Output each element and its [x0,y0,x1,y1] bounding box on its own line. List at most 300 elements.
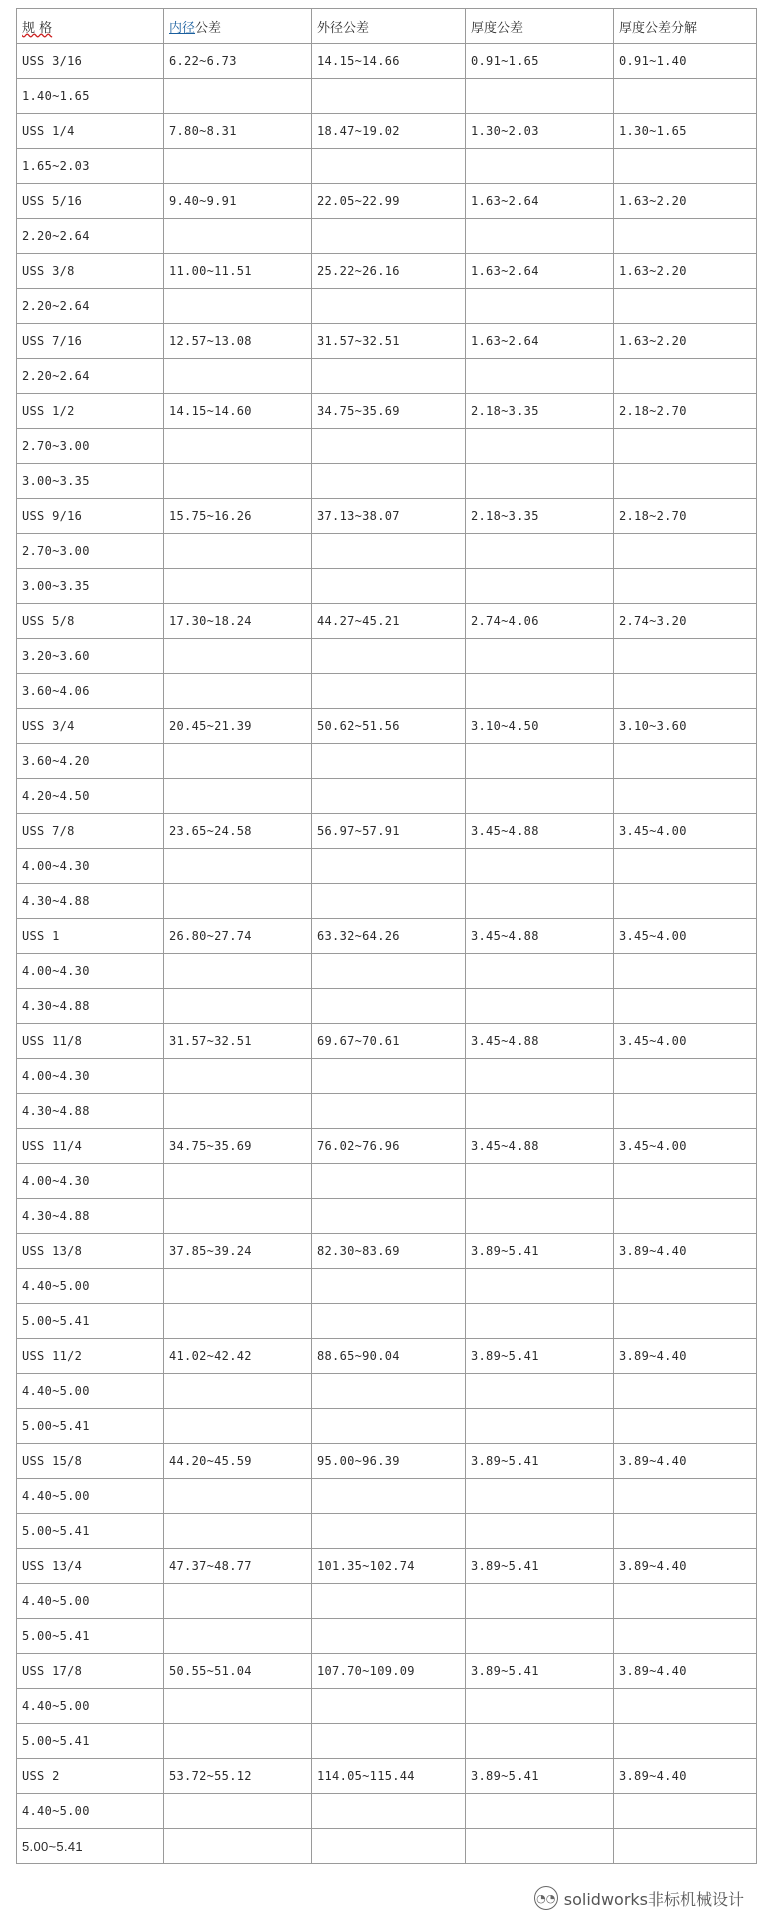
cell-outer-diameter: 18.47~19.02 [312,114,466,149]
cell-inner-diameter [164,149,312,184]
cell-outer-diameter [312,1199,466,1234]
cell-thickness-breakdown [614,149,757,184]
cell-inner-diameter: 12.57~13.08 [164,324,312,359]
cell-thickness-breakdown [614,79,757,114]
cell-inner-diameter [164,1514,312,1549]
cell-thickness [466,1794,614,1829]
cell-spec: USS 5/16 [17,184,164,219]
table-row [17,1794,757,1829]
cell-thickness-breakdown [614,1094,757,1129]
cell-thickness: 2.74~4.06 [466,604,614,639]
table-row [17,1479,757,1514]
cell-thickness: 1.63~2.64 [466,184,614,219]
cell-inner-diameter [164,1619,312,1654]
cell-thickness [466,79,614,114]
cell-spec: USS 5/8 [17,604,164,639]
cell-outer-diameter: 25.22~26.16 [312,254,466,289]
cell-thickness [466,1514,614,1549]
cell-spec: 4.00~4.30 [17,849,164,884]
cell-thickness-breakdown [614,1794,757,1829]
cell-thickness-breakdown [614,1304,757,1339]
cell-spec: 4.20~4.50 [17,779,164,814]
cell-inner-diameter [164,744,312,779]
cell-inner-diameter: 6.22~6.73 [164,44,312,79]
cell-thickness: 1.30~2.03 [466,114,614,149]
cell-spec: 3.60~4.06 [17,674,164,709]
cell-outer-diameter [312,849,466,884]
table-row [17,324,757,359]
cell-thickness-breakdown [614,1689,757,1724]
table-row [17,534,757,569]
table-row [17,1584,757,1619]
header-outer-diameter-tolerance: 外径公差 [312,9,466,44]
cell-thickness [466,569,614,604]
cell-inner-diameter: 37.85~39.24 [164,1234,312,1269]
table-row [17,464,757,499]
cell-thickness [466,149,614,184]
table-row [17,289,757,324]
table-row [17,1304,757,1339]
cell-outer-diameter [312,1584,466,1619]
cell-thickness-breakdown [614,1269,757,1304]
cell-thickness [466,1829,614,1864]
cell-outer-diameter: 63.32~64.26 [312,919,466,954]
cell-outer-diameter [312,1269,466,1304]
cell-outer-diameter [312,149,466,184]
table-row [17,849,757,884]
cell-outer-diameter [312,1829,466,1864]
cell-thickness-breakdown: 3.89~4.40 [614,1339,757,1374]
table-row [17,1514,757,1549]
cell-outer-diameter: 95.00~96.39 [312,1444,466,1479]
table-row [17,1024,757,1059]
wechat-icon: ◔◔ [534,1886,558,1910]
cell-thickness-breakdown [614,1409,757,1444]
cell-spec: 1.65~2.03 [17,149,164,184]
cell-thickness [466,359,614,394]
cell-thickness: 3.89~5.41 [466,1654,614,1689]
cell-outer-diameter: 82.30~83.69 [312,1234,466,1269]
table-row [17,709,757,744]
cell-thickness-breakdown: 1.63~2.20 [614,254,757,289]
cell-thickness-breakdown: 2.18~2.70 [614,394,757,429]
header-spec: 规 格 [17,9,164,44]
cell-thickness: 3.10~4.50 [466,709,614,744]
cell-inner-diameter: 7.80~8.31 [164,114,312,149]
cell-outer-diameter [312,744,466,779]
header-inner-diameter-link[interactable]: 内径 [169,20,196,36]
cell-outer-diameter [312,1619,466,1654]
table-row [17,604,757,639]
cell-thickness-breakdown [614,1829,757,1864]
cell-spec: USS 7/16 [17,324,164,359]
cell-thickness-breakdown: 3.89~4.40 [614,1234,757,1269]
table-row [17,499,757,534]
cell-thickness-breakdown: 3.89~4.40 [614,1444,757,1479]
table-row [17,114,757,149]
cell-thickness-breakdown [614,674,757,709]
cell-thickness: 3.89~5.41 [466,1444,614,1479]
cell-spec: USS 2 [17,1759,164,1794]
table-row [17,394,757,429]
cell-thickness [466,849,614,884]
cell-thickness [466,954,614,989]
cell-thickness: 1.63~2.64 [466,254,614,289]
cell-thickness-breakdown [614,1584,757,1619]
cell-thickness [466,639,614,674]
table-row [17,884,757,919]
table-row [17,639,757,674]
cell-thickness: 1.63~2.64 [466,324,614,359]
cell-thickness-breakdown [614,1724,757,1759]
cell-inner-diameter [164,289,312,324]
cell-thickness-breakdown: 1.63~2.20 [614,324,757,359]
cell-outer-diameter [312,1164,466,1199]
cell-inner-diameter: 53.72~55.12 [164,1759,312,1794]
cell-outer-diameter: 37.13~38.07 [312,499,466,534]
table-row [17,1059,757,1094]
cell-outer-diameter [312,534,466,569]
cell-spec: USS 11/4 [17,1129,164,1164]
cell-spec: USS 11/8 [17,1024,164,1059]
table-row [17,779,757,814]
cell-inner-diameter: 9.40~9.91 [164,184,312,219]
cell-spec: 5.00~5.41 [17,1619,164,1654]
cell-outer-diameter: 114.05~115.44 [312,1759,466,1794]
cell-spec: 3.20~3.60 [17,639,164,674]
cell-thickness [466,884,614,919]
cell-thickness [466,289,614,324]
cell-spec: 4.40~5.00 [17,1479,164,1514]
cell-thickness-breakdown [614,1619,757,1654]
cell-outer-diameter [312,779,466,814]
cell-inner-diameter: 50.55~51.04 [164,1654,312,1689]
cell-thickness [466,1164,614,1199]
cell-spec: USS 11/2 [17,1339,164,1374]
cell-thickness: 3.89~5.41 [466,1339,614,1374]
cell-outer-diameter [312,1479,466,1514]
cell-thickness [466,534,614,569]
cell-outer-diameter [312,1689,466,1724]
cell-thickness: 0.91~1.65 [466,44,614,79]
cell-thickness-breakdown [614,884,757,919]
cell-spec: 3.60~4.20 [17,744,164,779]
cell-thickness-breakdown: 3.45~4.00 [614,814,757,849]
cell-spec: 2.70~3.00 [17,534,164,569]
cell-outer-diameter: 50.62~51.56 [312,709,466,744]
cell-inner-diameter: 15.75~16.26 [164,499,312,534]
cell-spec: USS 7/8 [17,814,164,849]
cell-outer-diameter [312,1724,466,1759]
cell-spec: USS 1/2 [17,394,164,429]
cell-spec: USS 3/16 [17,44,164,79]
cell-outer-diameter: 69.67~70.61 [312,1024,466,1059]
table-row [17,429,757,464]
cell-outer-diameter [312,639,466,674]
cell-spec: 4.30~4.88 [17,1199,164,1234]
cell-thickness-breakdown [614,1199,757,1234]
cell-thickness: 2.18~3.35 [466,499,614,534]
table-row [17,1164,757,1199]
cell-inner-diameter: 11.00~11.51 [164,254,312,289]
cell-outer-diameter [312,1514,466,1549]
cell-inner-diameter [164,1724,312,1759]
table-row [17,1199,757,1234]
cell-spec: USS 1/4 [17,114,164,149]
cell-inner-diameter [164,1584,312,1619]
cell-outer-diameter [312,989,466,1024]
cell-thickness-breakdown: 3.45~4.00 [614,1129,757,1164]
cell-outer-diameter [312,1794,466,1829]
table-row [17,989,757,1024]
cell-thickness [466,219,614,254]
cell-outer-diameter: 88.65~90.04 [312,1339,466,1374]
cell-inner-diameter [164,569,312,604]
cell-outer-diameter: 31.57~32.51 [312,324,466,359]
cell-spec: 4.40~5.00 [17,1689,164,1724]
cell-spec: 2.20~2.64 [17,359,164,394]
cell-spec: USS 15/8 [17,1444,164,1479]
cell-inner-diameter: 34.75~35.69 [164,1129,312,1164]
cell-outer-diameter [312,219,466,254]
cell-thickness-breakdown [614,359,757,394]
cell-inner-diameter [164,219,312,254]
header-thickness-tolerance: 厚度公差 [466,9,614,44]
cell-inner-diameter: 23.65~24.58 [164,814,312,849]
cell-spec: 5.00~5.41 [17,1409,164,1444]
table-row [17,814,757,849]
cell-inner-diameter [164,849,312,884]
table-row [17,674,757,709]
cell-thickness-breakdown: 2.18~2.70 [614,499,757,534]
cell-thickness [466,1269,614,1304]
cell-outer-diameter [312,1374,466,1409]
cell-inner-diameter: 17.30~18.24 [164,604,312,639]
cell-thickness-breakdown: 3.45~4.00 [614,919,757,954]
table-row [17,1094,757,1129]
cell-inner-diameter [164,1059,312,1094]
cell-spec: 4.40~5.00 [17,1794,164,1829]
cell-inner-diameter [164,1794,312,1829]
cell-thickness [466,674,614,709]
watermark-text: solidworks非标机械设计 [563,1889,744,1909]
cell-inner-diameter [164,464,312,499]
cell-thickness [466,1304,614,1339]
table-row [17,1269,757,1304]
table-header-row [17,9,757,44]
cell-spec: USS 17/8 [17,1654,164,1689]
cell-thickness: 3.89~5.41 [466,1759,614,1794]
cell-inner-diameter [164,79,312,114]
cell-spec: 4.30~4.88 [17,989,164,1024]
cell-thickness [466,464,614,499]
cell-spec: 1.40~1.65 [17,79,164,114]
cell-spec: 4.40~5.00 [17,1269,164,1304]
cell-spec: 4.00~4.30 [17,954,164,989]
cell-thickness [466,744,614,779]
cell-spec: USS 1 [17,919,164,954]
cell-inner-diameter [164,989,312,1024]
cell-outer-diameter: 107.70~109.09 [312,1654,466,1689]
cell-thickness-breakdown [614,534,757,569]
table-row [17,254,757,289]
cell-thickness [466,1724,614,1759]
cell-thickness-breakdown: 1.63~2.20 [614,184,757,219]
table-row [17,1234,757,1269]
table-row [17,1409,757,1444]
cell-thickness-breakdown [614,569,757,604]
table-row [17,744,757,779]
cell-thickness [466,1619,614,1654]
header-thickness-breakdown: 厚度公差分解 [614,9,757,44]
cell-thickness [466,1479,614,1514]
cell-thickness-breakdown [614,954,757,989]
cell-inner-diameter: 31.57~32.51 [164,1024,312,1059]
table-row [17,1129,757,1164]
table-row [17,954,757,989]
cell-inner-diameter: 20.45~21.39 [164,709,312,744]
cell-thickness-breakdown [614,779,757,814]
cell-thickness: 2.18~3.35 [466,394,614,429]
table-row [17,1689,757,1724]
cell-thickness: 3.45~4.88 [466,1129,614,1164]
cell-thickness: 3.45~4.88 [466,814,614,849]
table-row [17,359,757,394]
cell-thickness [466,1094,614,1129]
table-row [17,1654,757,1689]
washer-tolerance-table [16,8,757,1864]
cell-outer-diameter: 101.35~102.74 [312,1549,466,1584]
cell-spec: 4.30~4.88 [17,884,164,919]
cell-thickness-breakdown: 0.91~1.40 [614,44,757,79]
cell-spec: 3.00~3.35 [17,464,164,499]
cell-thickness-breakdown [614,1514,757,1549]
cell-outer-diameter [312,289,466,324]
cell-outer-diameter [312,79,466,114]
cell-inner-diameter [164,1409,312,1444]
cell-inner-diameter [164,884,312,919]
cell-outer-diameter [312,1409,466,1444]
table-row [17,1829,757,1864]
table-row [17,1619,757,1654]
cell-thickness-breakdown: 3.89~4.40 [614,1654,757,1689]
cell-outer-diameter [312,954,466,989]
cell-outer-diameter [312,429,466,464]
cell-outer-diameter: 44.27~45.21 [312,604,466,639]
cell-inner-diameter [164,1374,312,1409]
cell-thickness: 3.89~5.41 [466,1234,614,1269]
cell-thickness [466,1059,614,1094]
cell-inner-diameter [164,1199,312,1234]
cell-thickness-breakdown [614,639,757,674]
cell-inner-diameter [164,534,312,569]
cell-inner-diameter [164,954,312,989]
cell-thickness-breakdown: 1.30~1.65 [614,114,757,149]
cell-outer-diameter [312,569,466,604]
cell-spec: 4.00~4.30 [17,1164,164,1199]
cell-spec: 5.00~5.41 [17,1829,164,1864]
table-row [17,569,757,604]
cell-spec: 4.30~4.88 [17,1094,164,1129]
cell-thickness-breakdown: 3.89~4.40 [614,1759,757,1794]
cell-spec: 3.00~3.35 [17,569,164,604]
table-row [17,219,757,254]
cell-thickness [466,779,614,814]
cell-spec: USS 3/4 [17,709,164,744]
cell-inner-diameter: 47.37~48.77 [164,1549,312,1584]
cell-outer-diameter: 22.05~22.99 [312,184,466,219]
cell-spec: USS 13/4 [17,1549,164,1584]
cell-thickness-breakdown [614,1164,757,1199]
cell-thickness-breakdown [614,1059,757,1094]
cell-thickness [466,1199,614,1234]
cell-thickness-breakdown [614,289,757,324]
header-inner-diameter-tolerance: 内径公差 [164,9,312,44]
cell-spec: 4.00~4.30 [17,1059,164,1094]
cell-inner-diameter [164,1689,312,1724]
cell-thickness-breakdown [614,429,757,464]
cell-inner-diameter: 14.15~14.60 [164,394,312,429]
cell-spec: 4.40~5.00 [17,1584,164,1619]
cell-outer-diameter [312,359,466,394]
cell-thickness [466,1584,614,1619]
cell-spec: 2.20~2.64 [17,219,164,254]
cell-thickness-breakdown: 3.89~4.40 [614,1549,757,1584]
table-row [17,1339,757,1374]
cell-thickness-breakdown [614,464,757,499]
document-page [16,8,756,1864]
cell-inner-diameter: 41.02~42.42 [164,1339,312,1374]
cell-thickness-breakdown [614,219,757,254]
cell-inner-diameter [164,674,312,709]
cell-outer-diameter: 34.75~35.69 [312,394,466,429]
cell-outer-diameter: 76.02~76.96 [312,1129,466,1164]
cell-spec: 5.00~5.41 [17,1724,164,1759]
cell-outer-diameter [312,1304,466,1339]
cell-outer-diameter [312,884,466,919]
table-row [17,1374,757,1409]
cell-thickness-breakdown [614,849,757,884]
cell-thickness-breakdown [614,1374,757,1409]
cell-spec: USS 3/8 [17,254,164,289]
table-body [17,44,757,1864]
table-row [17,149,757,184]
cell-spec: USS 9/16 [17,499,164,534]
cell-thickness-breakdown [614,989,757,1024]
cell-inner-diameter: 26.80~27.74 [164,919,312,954]
cell-inner-diameter [164,779,312,814]
cell-thickness-breakdown: 2.74~3.20 [614,604,757,639]
cell-inner-diameter [164,359,312,394]
cell-spec: 5.00~5.41 [17,1514,164,1549]
cell-thickness: 3.45~4.88 [466,1024,614,1059]
watermark [534,1886,744,1910]
cell-outer-diameter: 14.15~14.66 [312,44,466,79]
cell-inner-diameter [164,1304,312,1339]
cell-inner-diameter [164,429,312,464]
table-row [17,1759,757,1794]
cell-outer-diameter [312,464,466,499]
cell-thickness [466,429,614,464]
cell-spec: 2.70~3.00 [17,429,164,464]
cell-inner-diameter [164,1269,312,1304]
cell-spec: 2.20~2.64 [17,289,164,324]
cell-spec: 4.40~5.00 [17,1374,164,1409]
table-row [17,1444,757,1479]
table-row [17,184,757,219]
cell-thickness-breakdown: 3.10~3.60 [614,709,757,744]
table-row [17,1549,757,1584]
